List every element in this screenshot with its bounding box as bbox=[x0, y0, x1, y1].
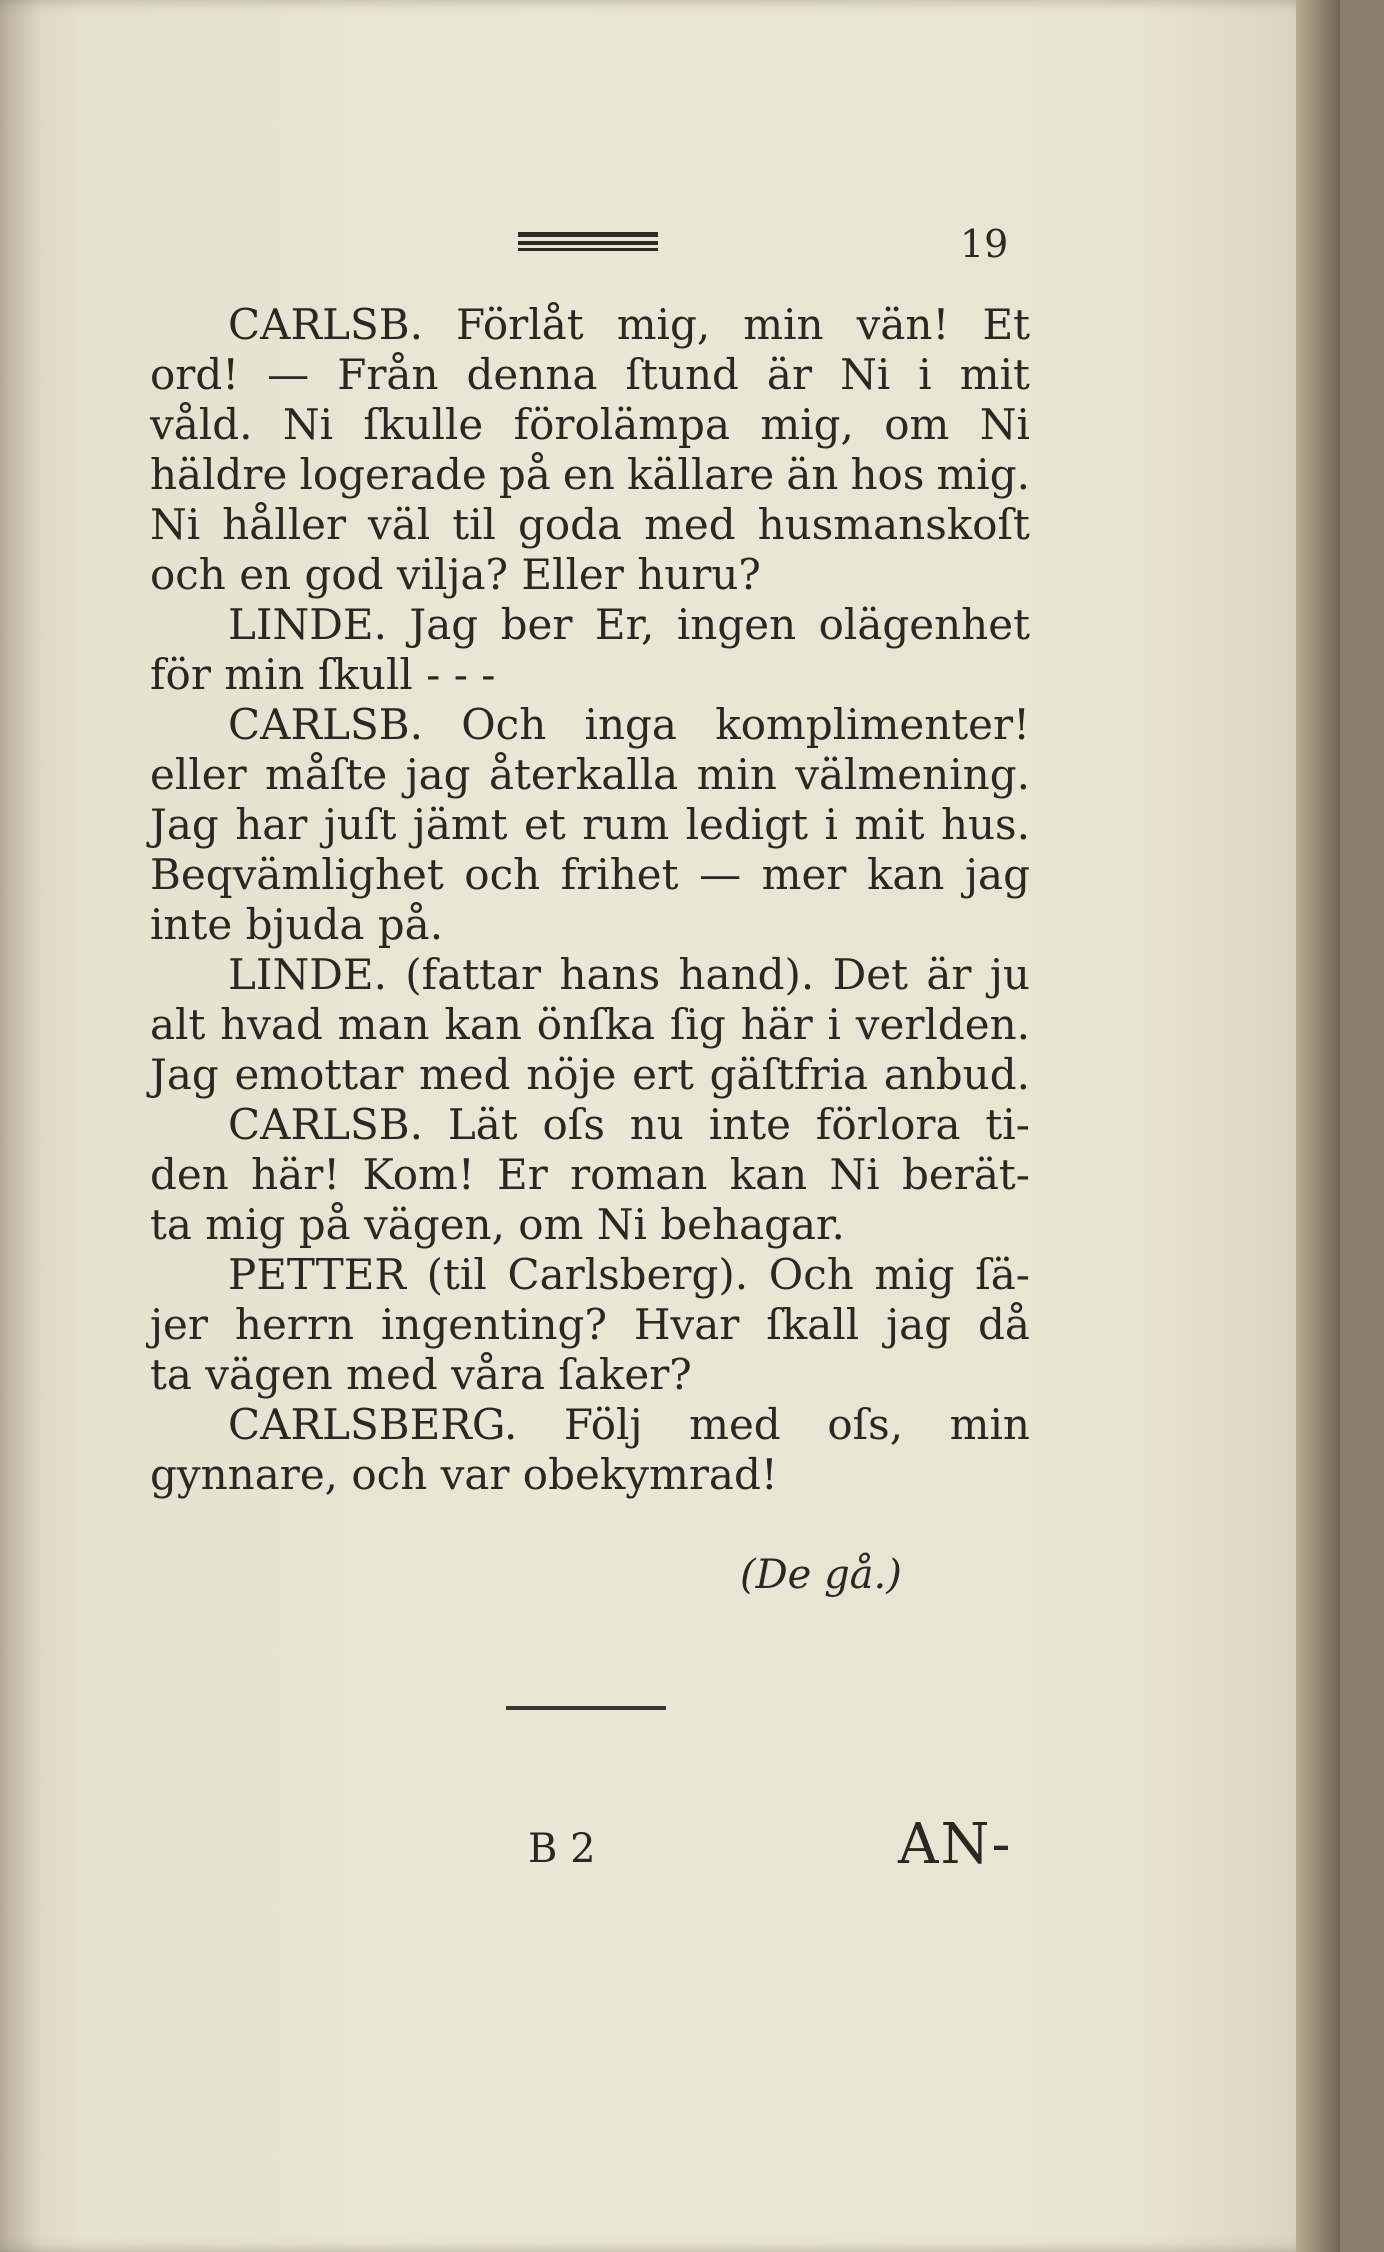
word: jag bbox=[965, 850, 1030, 899]
word: på bbox=[498, 450, 551, 499]
word: ti- bbox=[985, 1100, 1030, 1149]
text-line bbox=[150, 1400, 1030, 1450]
word: håller bbox=[222, 500, 347, 549]
word: herrn bbox=[234, 1300, 354, 1349]
word: hvad bbox=[220, 1000, 323, 1049]
word: Et bbox=[982, 300, 1030, 349]
word: Förlåt bbox=[456, 300, 584, 349]
word: Er bbox=[497, 1150, 548, 1199]
word: ingen bbox=[676, 600, 797, 649]
word: med bbox=[418, 1050, 511, 1099]
word: Hvar bbox=[633, 1300, 740, 1349]
word: CARLSB. bbox=[228, 700, 423, 749]
word: anbud. bbox=[883, 1050, 1030, 1099]
text-line bbox=[150, 1300, 1030, 1350]
text-line bbox=[150, 350, 1030, 400]
word: kan bbox=[866, 850, 945, 899]
footer-rule bbox=[506, 1706, 666, 1710]
word: jag bbox=[886, 1300, 952, 1349]
word: Följ bbox=[563, 1400, 643, 1449]
word: jer bbox=[150, 1300, 208, 1349]
text-line bbox=[150, 450, 1030, 500]
word: har bbox=[235, 800, 308, 849]
page-number: 19 bbox=[960, 222, 1009, 266]
word: oſs bbox=[542, 1100, 605, 1149]
word: önſka bbox=[536, 1000, 656, 1049]
word: komplimenter! bbox=[715, 700, 1030, 749]
word: är bbox=[766, 350, 813, 399]
word: välmening. bbox=[795, 750, 1030, 799]
word: min bbox=[696, 750, 777, 799]
word: ledigt bbox=[685, 800, 808, 849]
word: med bbox=[644, 500, 736, 549]
text-line bbox=[150, 950, 1030, 1000]
text-line: ta mig på vägen, om Ni behagar. bbox=[150, 1200, 845, 1249]
word: den bbox=[150, 1150, 229, 1199]
word: min bbox=[949, 1400, 1030, 1449]
word: en bbox=[562, 450, 615, 499]
text-line bbox=[150, 850, 1030, 900]
word: ſtund bbox=[625, 350, 739, 399]
word: mig, bbox=[760, 400, 854, 449]
word: hus. bbox=[940, 800, 1030, 849]
text-line bbox=[150, 1100, 1030, 1150]
text-line: och en god vilja? Eller huru? bbox=[150, 550, 761, 599]
word: logerade bbox=[299, 450, 487, 499]
text-line bbox=[150, 1050, 1030, 1100]
word: ber bbox=[500, 600, 573, 649]
word: väl bbox=[368, 500, 431, 549]
word: min bbox=[743, 300, 824, 349]
word: emottar bbox=[234, 1050, 404, 1099]
word: rum bbox=[582, 800, 670, 849]
text-line: inte bjuda på. bbox=[150, 900, 444, 949]
word: mit bbox=[959, 350, 1030, 399]
text-line bbox=[150, 1250, 1030, 1300]
word: et bbox=[524, 800, 566, 849]
word: inte bbox=[708, 1100, 791, 1149]
word: olägenhet bbox=[818, 600, 1030, 649]
text-line bbox=[150, 700, 1030, 750]
word: i bbox=[824, 800, 838, 849]
body-text bbox=[150, 300, 1030, 1500]
word: goda bbox=[517, 500, 623, 549]
word: Kom! bbox=[362, 1150, 475, 1199]
word: nöje bbox=[526, 1050, 617, 1099]
word: ingenting? bbox=[380, 1300, 607, 1349]
word: alt bbox=[150, 1000, 206, 1049]
word: ſkall bbox=[766, 1300, 860, 1349]
word: här bbox=[740, 1000, 813, 1049]
text-line bbox=[150, 600, 1030, 650]
word: ert bbox=[632, 1050, 694, 1099]
text-line: för min ſkull - - - bbox=[150, 650, 496, 699]
word: Jag bbox=[150, 800, 219, 849]
word: gäſtfria bbox=[709, 1050, 869, 1099]
word: förolämpa bbox=[513, 400, 730, 449]
header-ornament-rule bbox=[518, 232, 658, 252]
text-line bbox=[150, 750, 1030, 800]
word: inga bbox=[584, 700, 677, 749]
word: — bbox=[699, 850, 742, 899]
word: jag bbox=[405, 750, 471, 799]
word: CARLSB. bbox=[228, 1100, 423, 1149]
word: ju bbox=[989, 950, 1030, 999]
word: mig bbox=[874, 1250, 955, 1299]
word: Ni bbox=[979, 400, 1030, 449]
signature-mark: B 2 bbox=[528, 1826, 596, 1872]
word: här! bbox=[251, 1150, 341, 1199]
word: (fattar bbox=[405, 950, 542, 999]
word: LINDE. bbox=[228, 600, 387, 649]
word: ſkulle bbox=[363, 400, 484, 449]
word: husmanskoſt bbox=[757, 500, 1030, 549]
text-line: gynnare, och var obekymrad! bbox=[150, 1450, 778, 1499]
text-line: ta vägen med våra ſaker? bbox=[150, 1350, 692, 1399]
word: häldre bbox=[150, 450, 288, 499]
word: denna bbox=[466, 350, 598, 399]
word: med bbox=[689, 1400, 781, 1449]
word: ſig bbox=[669, 1000, 726, 1049]
word: frihet bbox=[560, 850, 679, 899]
word: Det bbox=[832, 950, 909, 999]
word: hos bbox=[850, 450, 925, 499]
text-line bbox=[150, 300, 1030, 350]
word: och bbox=[464, 850, 541, 899]
word: återkalla bbox=[488, 750, 679, 799]
word: kan bbox=[444, 1000, 522, 1049]
text-line bbox=[150, 400, 1030, 450]
text-line bbox=[150, 800, 1030, 850]
word: måſte bbox=[265, 750, 388, 799]
word: mer bbox=[761, 850, 847, 899]
word: Och bbox=[461, 700, 547, 749]
word: juſt bbox=[323, 800, 397, 849]
word: LINDE. bbox=[228, 950, 387, 999]
word: än bbox=[786, 450, 839, 499]
word: — bbox=[267, 350, 310, 399]
text-line bbox=[150, 1150, 1030, 1200]
word: Ni bbox=[829, 1150, 880, 1199]
word: jämt bbox=[412, 800, 508, 849]
word: CARLSB. bbox=[228, 300, 423, 349]
word: kan bbox=[729, 1150, 808, 1199]
word: eller bbox=[150, 750, 247, 799]
word: Carlsberg). bbox=[507, 1250, 749, 1299]
word: Lät bbox=[447, 1100, 518, 1149]
word: man bbox=[337, 1000, 430, 1049]
word: i bbox=[827, 1000, 841, 1049]
word: Er, bbox=[594, 600, 655, 649]
catchword: AN- bbox=[898, 1812, 1013, 1877]
word: Och bbox=[768, 1250, 854, 1299]
word: Från bbox=[337, 350, 439, 399]
word: berät- bbox=[902, 1150, 1030, 1199]
text-line bbox=[150, 500, 1030, 550]
word: Beqvämlighet bbox=[150, 850, 444, 899]
word: ſä- bbox=[975, 1250, 1030, 1299]
word: mig, bbox=[616, 300, 711, 349]
word: roman bbox=[570, 1150, 708, 1199]
page-edge bbox=[1296, 0, 1340, 2252]
word: oſs, bbox=[827, 1400, 904, 1449]
word: til bbox=[452, 500, 496, 549]
word: om bbox=[884, 400, 950, 449]
word: ord! bbox=[150, 350, 240, 399]
word: är bbox=[926, 950, 972, 999]
word: våld. bbox=[150, 400, 253, 449]
word: PETTER bbox=[228, 1250, 407, 1299]
word: (til bbox=[426, 1250, 487, 1299]
text-line bbox=[150, 1000, 1030, 1050]
word: Jag bbox=[150, 1050, 219, 1099]
word: då bbox=[978, 1300, 1030, 1349]
word: CARLSBERG. bbox=[228, 1400, 518, 1449]
word: källare bbox=[626, 450, 775, 499]
word: förlora bbox=[815, 1100, 961, 1149]
word: nu bbox=[629, 1100, 684, 1149]
word: Ni bbox=[840, 350, 891, 399]
word: mit bbox=[854, 800, 925, 849]
word: mig. bbox=[936, 450, 1030, 499]
word: hand). bbox=[678, 950, 815, 999]
word: Ni bbox=[282, 400, 334, 449]
word: verlden. bbox=[855, 1000, 1030, 1049]
word: hans bbox=[559, 950, 661, 999]
word: Jag bbox=[409, 600, 479, 649]
word: Ni bbox=[150, 500, 201, 549]
word: i bbox=[918, 350, 932, 399]
word: vän! bbox=[856, 300, 950, 349]
stage-direction: (De gå.) bbox=[740, 1552, 902, 1598]
gutter-shadow bbox=[0, 0, 40, 2252]
